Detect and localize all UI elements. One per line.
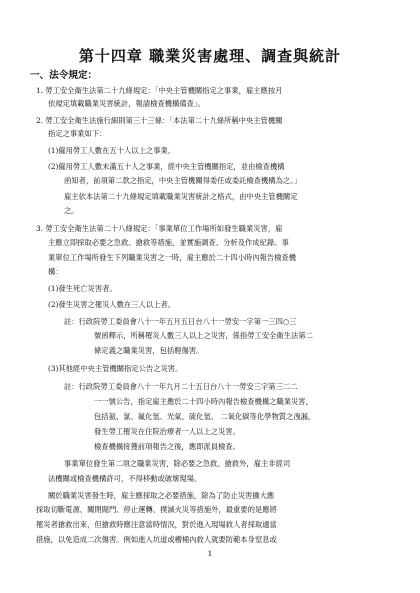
list-item: (1)僱用勞工人數在五十人以上之事業。 [48, 146, 176, 155]
para-line: 構： [48, 267, 63, 276]
para-line: 函知者，前項第二款之指定，中央主管機關得委任或委託檢查機構為之。」 [64, 176, 302, 185]
note-line: 註：行政院勞工委員會八十一年九月二十五日台八十一勞安三字第三二二 [64, 382, 298, 391]
para-line: 業單位工作場所發生下列職業災害之一時，雇主應於二十四小時內報告檢查機 [48, 253, 297, 262]
para-line: 採取切斷電源、關閉閥門、停止運轉、撲滅火災等措施外，最重要的是應將 [36, 505, 277, 514]
para-line: 法機關或檢查機構許可，不得移動或破壞現場。 [48, 474, 202, 483]
para-line: 罹災者搶救出來，但搶救時應注意當時情況，對於進入現場救人者採取適當 [36, 520, 277, 529]
list-item: (2)發生災害之罹災人數在三人以上者。 [48, 300, 176, 309]
para-line: 1. 勞工安全衛生法第二十九條規定：「中央主管機關指定之事業，雇主應按月 [36, 86, 283, 95]
note-line: 號函釋示，所稱罹災人數三人以上之災害，係指勞工安全衛生法第二 [94, 331, 313, 340]
note-line: 條定義之職業災害，包括輕傷害。 [94, 346, 204, 355]
para-line: 主應立即採取必要之急救、搶救等措施，並實施調查、分析及作成紀錄。事 [48, 238, 289, 247]
section-heading: 一、法令規定： [30, 70, 98, 81]
note-line: 檢查機構接獲前項報告之後，應即派員檢查。 [94, 442, 240, 451]
para-line: 依規定填載職業災害統計，報請檢查機構備查」。 [48, 99, 205, 108]
note-line: 一一號公告，指定雇主應於二十四小時內報告檢查機構之職業災害， [94, 397, 313, 406]
para-line: 事業單位發生第二項之職業災害，除必要之急救、搶救外，雇主非經司 [64, 459, 291, 468]
note-line: 包括氨、氯、氟化氫、光氣、硫化氫、 二氧化碳等化學物質之洩漏， [94, 412, 316, 421]
chapter-title: 第十四章 職業災害處理、調查與統計 [78, 47, 342, 65]
list-item: (3)其他經中央主管機關指定公告之災害。 [48, 364, 183, 373]
para-line: 3. 勞工安全衛生法第二十八條規定：「事業單位工作場所如發生職業災害，雇 [36, 224, 283, 233]
page-number: 1 [207, 549, 213, 558]
para-line: 措施，以免造成二次傷害。例如進入坑道或槽桶內救人就要防範本身窒息或 [36, 535, 277, 544]
para-line: 雇主依本法第二十九條規定填載職業災害統計之格式，由中央主管機關定 [64, 192, 298, 201]
note-line: 發生勞工罹災在住院治療者一人以上之災害。 [94, 427, 240, 436]
para-line: 2. 勞工安全衛生法施行細則第三十三條：「本法第二十九條所稱中央主管機關 [36, 116, 283, 125]
para-line: 關於職業災害發生時，雇主應採取之必要措施，除為了防止災害擴大應 [48, 491, 275, 500]
para-line: 指定之事業如下： [48, 129, 107, 138]
para-line: 之。 [64, 206, 79, 215]
note-line: 註：行政院勞工委員會八十一年五月五日台八十一勞安一字第一三四○三 [64, 317, 297, 326]
list-item: (2)僱用勞工人數未滿五十人之事業，經中央主管機關指定，並由檢查機構 [48, 162, 285, 171]
list-item: (1)發生死亡災害者。 [48, 284, 117, 293]
